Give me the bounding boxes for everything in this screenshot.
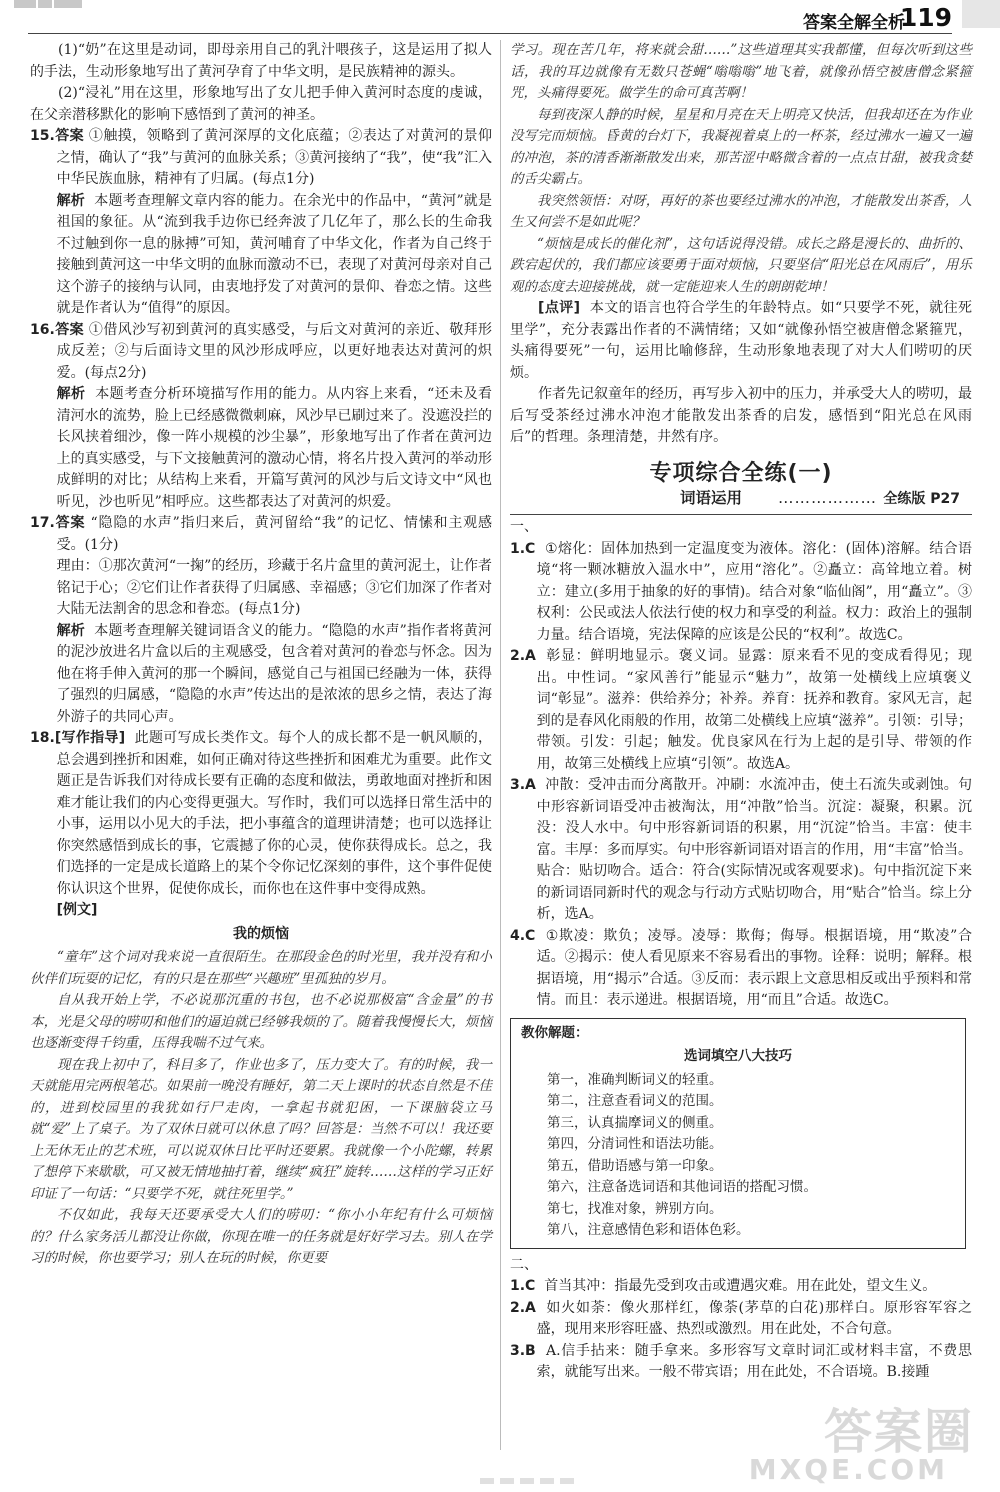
q18-text: 此题可写成长类作文。每个人的成长都不是一帆风顺的，总会遇到挫折和困难，如何正确对待这些挫折和困难尤为重要。此作文题正是告诉我们对待成长要有正确的态度和做法，勇敢地面对挫折和困难才能让我们的内心变得更强大。写作时，我们可以选择日常生活中的小事，运用以小见大的手法，把小事蕴含的道理讲清楚；也可以选择让你突然感悟到成长的事，它震撼了你的心灵，使你获得成长。总之，我们选择的一定是成长道路上的某个令你记忆深刻的事件，这个事件促使你认识这个世界，促使你成长，而你也在这件事中变得成熟。: [56, 730, 492, 897]
exercise-4: [510, 926, 972, 1012]
q18-label: [写作指导]: [54, 730, 126, 746]
comment-paragraph-2: 作者先记叙童年的经历，再写步入初中的压力，并承受大人的唠叨，最后写受茶经过沸水冲泡才能散发出茶香的启发，感悟到“阳光总在风雨后”的哲理。条理清楚，井然有序。: [510, 386, 972, 445]
exercise-2: [510, 646, 972, 775]
exercise-6: [510, 1298, 972, 1341]
ex3-number: 3.A: [510, 777, 536, 793]
q16-analysis: [30, 384, 492, 513]
q15-number: 15.: [30, 128, 55, 144]
section-title: 专项综合全练(一): [649, 460, 833, 486]
ex7-number: 3.B: [510, 1342, 536, 1359]
ex3-text: 冲散：受冲击而分离散开。冲刷：水流冲击，使土石流失或剥蚀。句中形容新词语受冲击被淘汰，用“冲散”恰当。沉淀：凝聚，积累。沉没：没人水中。句中形容新词语的积累，用“沉淀”恰当。丰富：使丰富。丰厚：多而厚实。句中形容新词语对语言的作用，用“丰富”恰当。贴合：贴切吻合。适合：符合(实际情况或客观要求)。句中指沉淀下来的新词语同新时代的观念与行动方式贴切吻合，用“贴合”恰当。综上分析，选A。: [536, 777, 973, 922]
comment-label: [点评]: [538, 300, 581, 316]
q17-number: 17.: [30, 515, 55, 531]
ex5-number: 1.C: [510, 1278, 536, 1294]
essay-paragraph-7: “烦恼是成长的催化剂”，这句话说得没错。成长之路是漫长的、曲折的、跌宕起伏的，我们都应该要勇于面对烦恼，只要坚信“阳光总在风雨后”，用乐观的态度去迎接挑战，就一定能迎来人生的朗朗乾坤！: [510, 235, 972, 295]
left-column: [30, 40, 492, 1270]
q16-answer-label: 答案: [54, 321, 85, 338]
subsection-heading: [510, 484, 972, 514]
example-label: [例文]: [56, 902, 98, 918]
essay-paragraph-4: 不仅如此，我每天还要承受大人们的唠叨：“你小小年纪有什么可烦恼的？什么家务活儿都没让你做，你现在唯一的任务就是好好学习去。别人在学习的时候，你也要学习；别人在玩的时候，你更要: [30, 1207, 492, 1266]
header-tab: [962, 0, 1000, 28]
right-column: [510, 40, 972, 1384]
subsection-title: 词语运用: [680, 489, 743, 507]
ex5-text: 首当其冲：指最先受到攻击或遭遇灾难。用在此处，望文生义。: [544, 1278, 937, 1294]
comment-text-1: 本文的语言也符合学生的年龄特点。如“只要学不死，就往死里学”，充分表露出作者的不满情绪；又如“就像孙悟空被唐僧念紧箍咒，头痛得要死”一句，运用比喻修辞，生动形象地表现了对大人们唠叨的厌烦。: [510, 300, 973, 381]
question-15: [30, 126, 492, 191]
q17-answer: “隐隐的水声”指归来后，黄河留给“我”的记忆、情愫和主观感受。(1分): [56, 515, 492, 553]
q15-answer-label: 答案: [54, 128, 85, 144]
part-2-label: 二、: [510, 1256, 538, 1273]
ex2-text: 彰显：鲜明地显示。褒义词。显露：原来看不见的变成看得见；现出。中性词。“家风善行”能显示“魅力”，故第一处横线上应填褒义词“彰显”。滋养：供给养分；补养。养育：抚养和教育。家风无言，起到的是春风化雨般的作用，故第二处横线上应填“滋养”。引领：引导；带领。引发：引起；触发。优良家风在行为上起的是引导、带领的作用，故第三处横线上应填“引领”。故选A。: [536, 648, 973, 772]
exercise-3: [510, 775, 972, 926]
tip-item: 第五，借助语感与第一印象。: [547, 1157, 723, 1174]
q17-analysis: [30, 621, 492, 729]
q15-analysis-label: 解析: [56, 192, 85, 209]
page-number: 119: [899, 3, 952, 32]
question-17: [30, 513, 492, 556]
watermark-logo: 答案圈: [823, 1404, 974, 1460]
subsection-dots: ………………: [778, 489, 877, 507]
subsection-rule: [510, 514, 972, 515]
q16-number: 16.: [30, 321, 55, 338]
exercise-7: [510, 1341, 972, 1384]
watermark-url: MXQE.COM: [748, 1453, 948, 1486]
q15-analysis: [30, 191, 492, 320]
ex4-text: ①欺凌：欺负；凌辱。凌辱：欺侮；侮辱。根据语境，用“欺凌”合适。②揭示：使人看见原来不容易看出的事物。诠释：说明；解释。根据语境，用“揭示”合适。③反而：表示跟上文意思相反或出乎预料和常情。而且：表示递进。根据语境，用“而且”合适。故选C。: [536, 927, 972, 1008]
essay-paragraph-1: “童年”这个词对我来说一直很陌生。在那段金色的时光里，我并没有和小伙伴们玩耍的记忆，有的只是在那些“兴趣班”里孤独的岁月。: [30, 949, 492, 987]
tip-heading: 教你解题：: [521, 1024, 589, 1041]
footer-faint-marks: [480, 1478, 650, 1488]
essay-continuation: 学习。现在苦几年，将来就会甜……”这些道理其实我都懂，但每次听到这些话，我的耳边就像有无数只苍蝇“嗡嗡嗡”地飞着，就像孙悟空被唐僧念紧箍咒，头痛得要死。做学生的命可真苦啊！: [510, 42, 972, 101]
tip-box: [510, 1018, 966, 1249]
question-16: [30, 320, 492, 385]
q15-analysis-text: 本题考查理解文章内容的能力。在余光中的作品中，“黄河”就是祖国的象征。从“流到我手边你已经奔波了几亿年了，那么长的生命我不过触到你一息的脉搏”可知，黄河哺育了中华文化，作者为自己终于接触到黄河这一中华文明的血脉而激动不已，表现了对黄河母亲对自己这个游子的接纳与认同，由衷地抒发了对黄河的景仰、眷恋之情。这些就是作者认为“值得”的原因。: [56, 192, 492, 316]
essay-paragraph-5: 每到夜深人静的时候，星星和月亮在天上明亮又快活，但我却还在为作业没写完而烦恼。昏黄的台灯下，我凝视着桌上的一杯茶，经过沸水一遍又一遍的冲泡，茶的清香渐渐散发出来，那苦涩中略微含着的一点点甘甜，被我贪婪的舌尖霸占。: [510, 106, 972, 187]
q17-analysis-text: 本题考查理解关键词语含义的能力。“隐隐的水声”指作者将黄河的泥沙放进名片盒以后的主观感受，包含着对黄河的眷恋与怀念。因为他在将手伸入黄河的那一个瞬间，感觉自己与祖国已经融为一体，获得了强烈的归属感，“隐隐的水声”传达出的是浓浓的思乡之情，表达了海外游子的共同心声。: [56, 622, 492, 725]
tip-item: 第六，注意备选词语和其他词语的搭配习惯。: [547, 1179, 817, 1195]
q17-answer-label: 答案: [54, 515, 86, 531]
tip-item: 第七，找准对象，辨别方向。: [547, 1200, 723, 1217]
essay-paragraph-3: 现在我上初中了，科目多了，作业也多了，压力变大了。有的时候，我一天就能用完两根笔芯。如果前一晚没有睡好，第二天上课时的状态自然是不佳的，进到校园里的我犹如行尸走肉，一拿起书就犯困，一下课脑袋立马就“爱”上了桌子。为了双休日就可以休息了吗？回答是：当然不可以！我还要上无休无止的艺术班，可以说双休日比平时还要累。我就像一个小陀螺，转累了想停下来歇歇，可又被无情地抽打着，继续“疯狂”旋转……这样的学习正好印证了一句话：“只要学不死，就往死里学。”: [30, 1056, 492, 1202]
comment-paragraph-1: [510, 298, 972, 384]
tip-item: 第二，注意查看词义的范围。: [547, 1093, 723, 1109]
paragraph-nai: (1)“奶”在这里是动词，即母亲用自己的乳汁喂孩子，这是运用了拟人的手法，生动形象地写出了黄河孕育了中华文明，是民族精神的源头。: [30, 42, 492, 80]
exercise-1: [510, 539, 972, 647]
tip-item: 第四，分清词性和语法功能。: [547, 1136, 723, 1152]
ex2-number: 2.A: [510, 648, 536, 664]
page-header: [0, 0, 1000, 33]
ex4-number: 4.C: [510, 927, 536, 944]
subsection-ref: 全练版 P27: [883, 491, 960, 507]
essay-paragraph-2: 自从我开始上学，不必说那沉重的书包，也不必说那极富“含金量”的书本，光是父母的唠叨和他们的逼迫就已经够我烦的了。随着我慢慢长大，烦恼也逐渐变得千钧重，压得我喘不过气来。: [30, 992, 492, 1051]
tip-title: 选词填空八大技巧: [684, 1048, 792, 1064]
tip-item: 第八，注意感情色彩和语体色彩。: [547, 1222, 750, 1238]
column-divider: [500, 40, 501, 1450]
q16-analysis-label: 解析: [56, 386, 86, 402]
q18-number: 18.: [30, 730, 55, 746]
q17-reason: 理由：①那次黄河“一掬”的经历，珍藏于名片盒里的黄河泥土，让作者铭记于心；②它们让作者获得了归属感、幸福感；③它们加深了作者对大陆无法割舍的思念和眷恋。(每点1分): [56, 558, 492, 617]
paragraph-jinli: (2)“浸礼”用在这里，形象地写出了女儿把手伸入黄河时态度的虔诚，在父亲潜移默化的影响下感悟到了黄河的神圣。: [30, 85, 492, 123]
q17-analysis-label: 解析: [56, 622, 85, 639]
header-faint-marks: [14, 0, 84, 10]
q16-analysis-text: 本题考查分析环境描写作用的能力。从内容上来看，“还未及看清河水的流势，脸上已经感微微刺麻，风沙早已刷过来了。没遮没拦的长风挟着细沙，像一阵小规模的沙尘暴”，形象地写出了作者在黄河边上的真实感受，与下文接触黄河的激动心情，将名片投入黄河的举动形成鲜明的对比；从结构上来看，开篇写黄河的风沙与后文诗文中“风也听见，沙也听见”相呼应。这些都表达了对黄河的炽爱。: [56, 386, 493, 510]
exercise-5: [510, 1276, 972, 1298]
essay-paragraph-6: 我突然领悟：对呀，再好的茶也要经过沸水的冲泡，才能散发出茶香，人生又何尝不是如此呢？: [510, 192, 972, 230]
q15-answer: ①触摸，领略到了黄河深厚的文化底蕴；②表达了对黄河的景仰之情，确认了“我”与黄河的血脉关系；③黄河接纳了“我”，使“我”汇入中华民族血脉，精神有了归属。(每点1分): [56, 128, 493, 187]
header-rule: [28, 33, 952, 34]
essay-title: 我的烦恼: [233, 925, 289, 942]
question-18: [30, 728, 492, 900]
ex7-text: A.信手拈来：随手拿来。多形容写文章时词汇或材料丰富，不费思索，就能写出来。一般不带宾语；用在此处，不合语境。B.接踵: [536, 1342, 973, 1380]
part-1-label: 一、: [510, 519, 538, 535]
ex6-number: 2.A: [510, 1299, 536, 1316]
tip-item: 第三，认真揣摩词义的侧重。: [547, 1114, 723, 1131]
ex1-number: 1.C: [510, 540, 536, 557]
header-title: 答案全解全析: [803, 13, 905, 33]
ex6-text: 如火如荼：像火那样红，像荼(茅草的白花)那样白。原形容军容之盛，现用来形容旺盛、热烈或激烈。用在此处，不合句意。: [536, 1299, 972, 1337]
q16-answer: ①借风沙写初到黄河的真实感受，与后文对黄河的亲近、敬拜形成反差；②与后面诗文里的风沙形成呼应，以更好地表达对黄河的炽爱。(每点2分): [56, 321, 493, 381]
ex1-text: ①熔化：固体加热到一定温度变为液体。溶化：(固体)溶解。结合语境“将一颗冰糖放入温水中”，应用“溶化”。②矗立：高耸地立着。树立：建立(多用于抽象的好的事情)。结合对象“临仙阁”，用“矗立”。③权利：公民或法人依法行使的权力和享受的利益。权力：政治上的强制力量。结合语境，宪法保障的应该是公民的“权利”。故选C。: [536, 540, 972, 643]
tip-item: 第一，准确判断词义的轻重。: [547, 1071, 723, 1088]
